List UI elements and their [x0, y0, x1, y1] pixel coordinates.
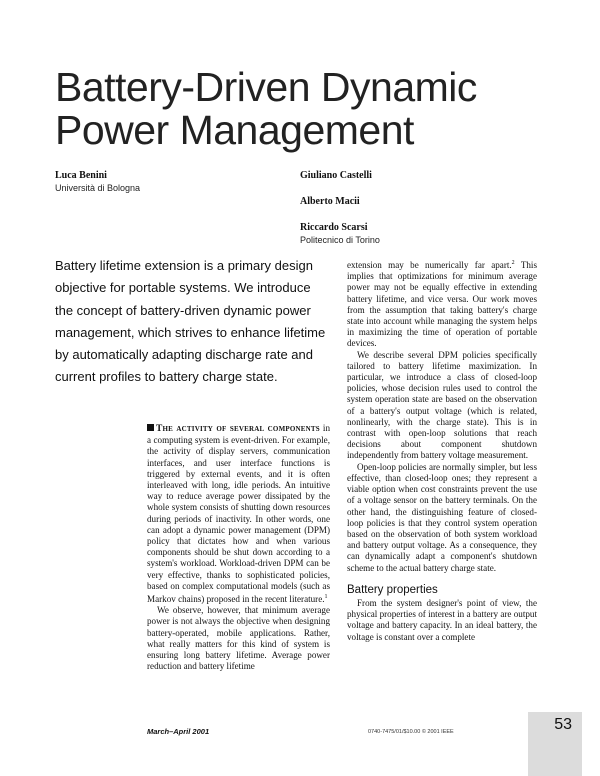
author-affiliation: Politecnico di Torino	[300, 235, 380, 245]
author-name: Riccardo Scarsi	[300, 222, 368, 233]
section-heading: Battery properties	[347, 583, 438, 596]
footnote-ref: 2	[511, 260, 515, 266]
title-line-2: Power Management	[55, 107, 414, 153]
author-name: Luca Benini	[55, 170, 107, 181]
lead-in: The activity of several components	[156, 424, 320, 434]
author-affiliation: Università di Bologna	[55, 183, 141, 193]
paragraph	[147, 423, 330, 605]
left-column	[147, 423, 330, 673]
author-name: Alberto Macii	[300, 196, 360, 207]
paragraph: We observe, however, that minimum average power is not always the objective when designing battery-operated, mobile applications. Rather, what really matters for this kind of system is ensuring long battery lifetime. Average power reduction and battery lifetime	[147, 605, 330, 672]
article-title	[55, 66, 555, 152]
lead-square-icon	[147, 424, 154, 431]
author-name: Giuliano Castelli	[300, 170, 372, 181]
footnote-ref: 1	[324, 594, 328, 601]
title-line-1: Battery-Driven Dynamic	[55, 64, 477, 110]
copyright-code: 0740-7475/01/$10.00 © 2001 IEEE	[368, 729, 454, 735]
abstract: Battery lifetime extension is a primary design objective for portable systems. We introduce the concept of battery-driven dynamic power management, which strives to enhance lifetime by automatically adapting discharge rate and current profiles to battery charge state.	[55, 258, 326, 385]
paragraph-text: This implies that optimizations for minimum average power may not be equally effective in extending battery lifetime, and vice versa. Our work moves from the assumption that taking battery's charge state into account while managing the system helps in maximizing the time of operation of portable devices.	[347, 260, 537, 349]
right-column	[347, 258, 537, 643]
page-number: 53	[554, 716, 572, 733]
paragraph: From the system designer's point of view, the physical properties of interest in a battery are output voltage and battery capacity. In an ideal battery, the voltage is constant over a complete	[347, 597, 537, 642]
paragraph-text: in a computing system is event-driven. For example, the activity of display servers, communication interfaces, and user interface functions is triggered by external events, and it is often interleaved with long, idle periods. An intuitive way to reduce average power dissipated by the whole system consists of shutting down resources during periods of inactivity. In other words, one can adopt a dynamic power management (DPM) policy that dictates how and when various components should be shut down according to a system's workload. Workload-driven DPM can be very effective, thanks to sophisticated policies, based on complex computational models (such as Markov chains) proposed in the recent literature.	[147, 423, 330, 605]
paragraph	[347, 258, 537, 350]
paragraph-text: extension may be numerically far apart.	[347, 260, 512, 271]
paragraph: Open-loop policies are normally simpler, but less effective, than closed-loop ones; they represent a viable option when cost constraints prevent the use of a voltage sensor on the battery terminals. On the other hand, the distinguishing feature of closed-loop policies is that they control system operation based on the observation of both system workload and battery output voltage. As a consequence, they can dynamically adapt a component's shutdown scheme to the actual battery charge state.	[347, 461, 537, 573]
paragraph: We describe several DPM policies specifically tailored to battery lifetime maximization. In particular, we introduce a class of closed-loop policies, whose decision rules used to control the system operation state are based on the observation of a battery's output voltage (which is related, nonlinearly, with the charge state). This is in contrast with open-loop solutions that reach decisions about component shutdown independently from battery voltage measurement.	[347, 349, 537, 461]
issue-date: March–April 2001	[147, 727, 210, 736]
